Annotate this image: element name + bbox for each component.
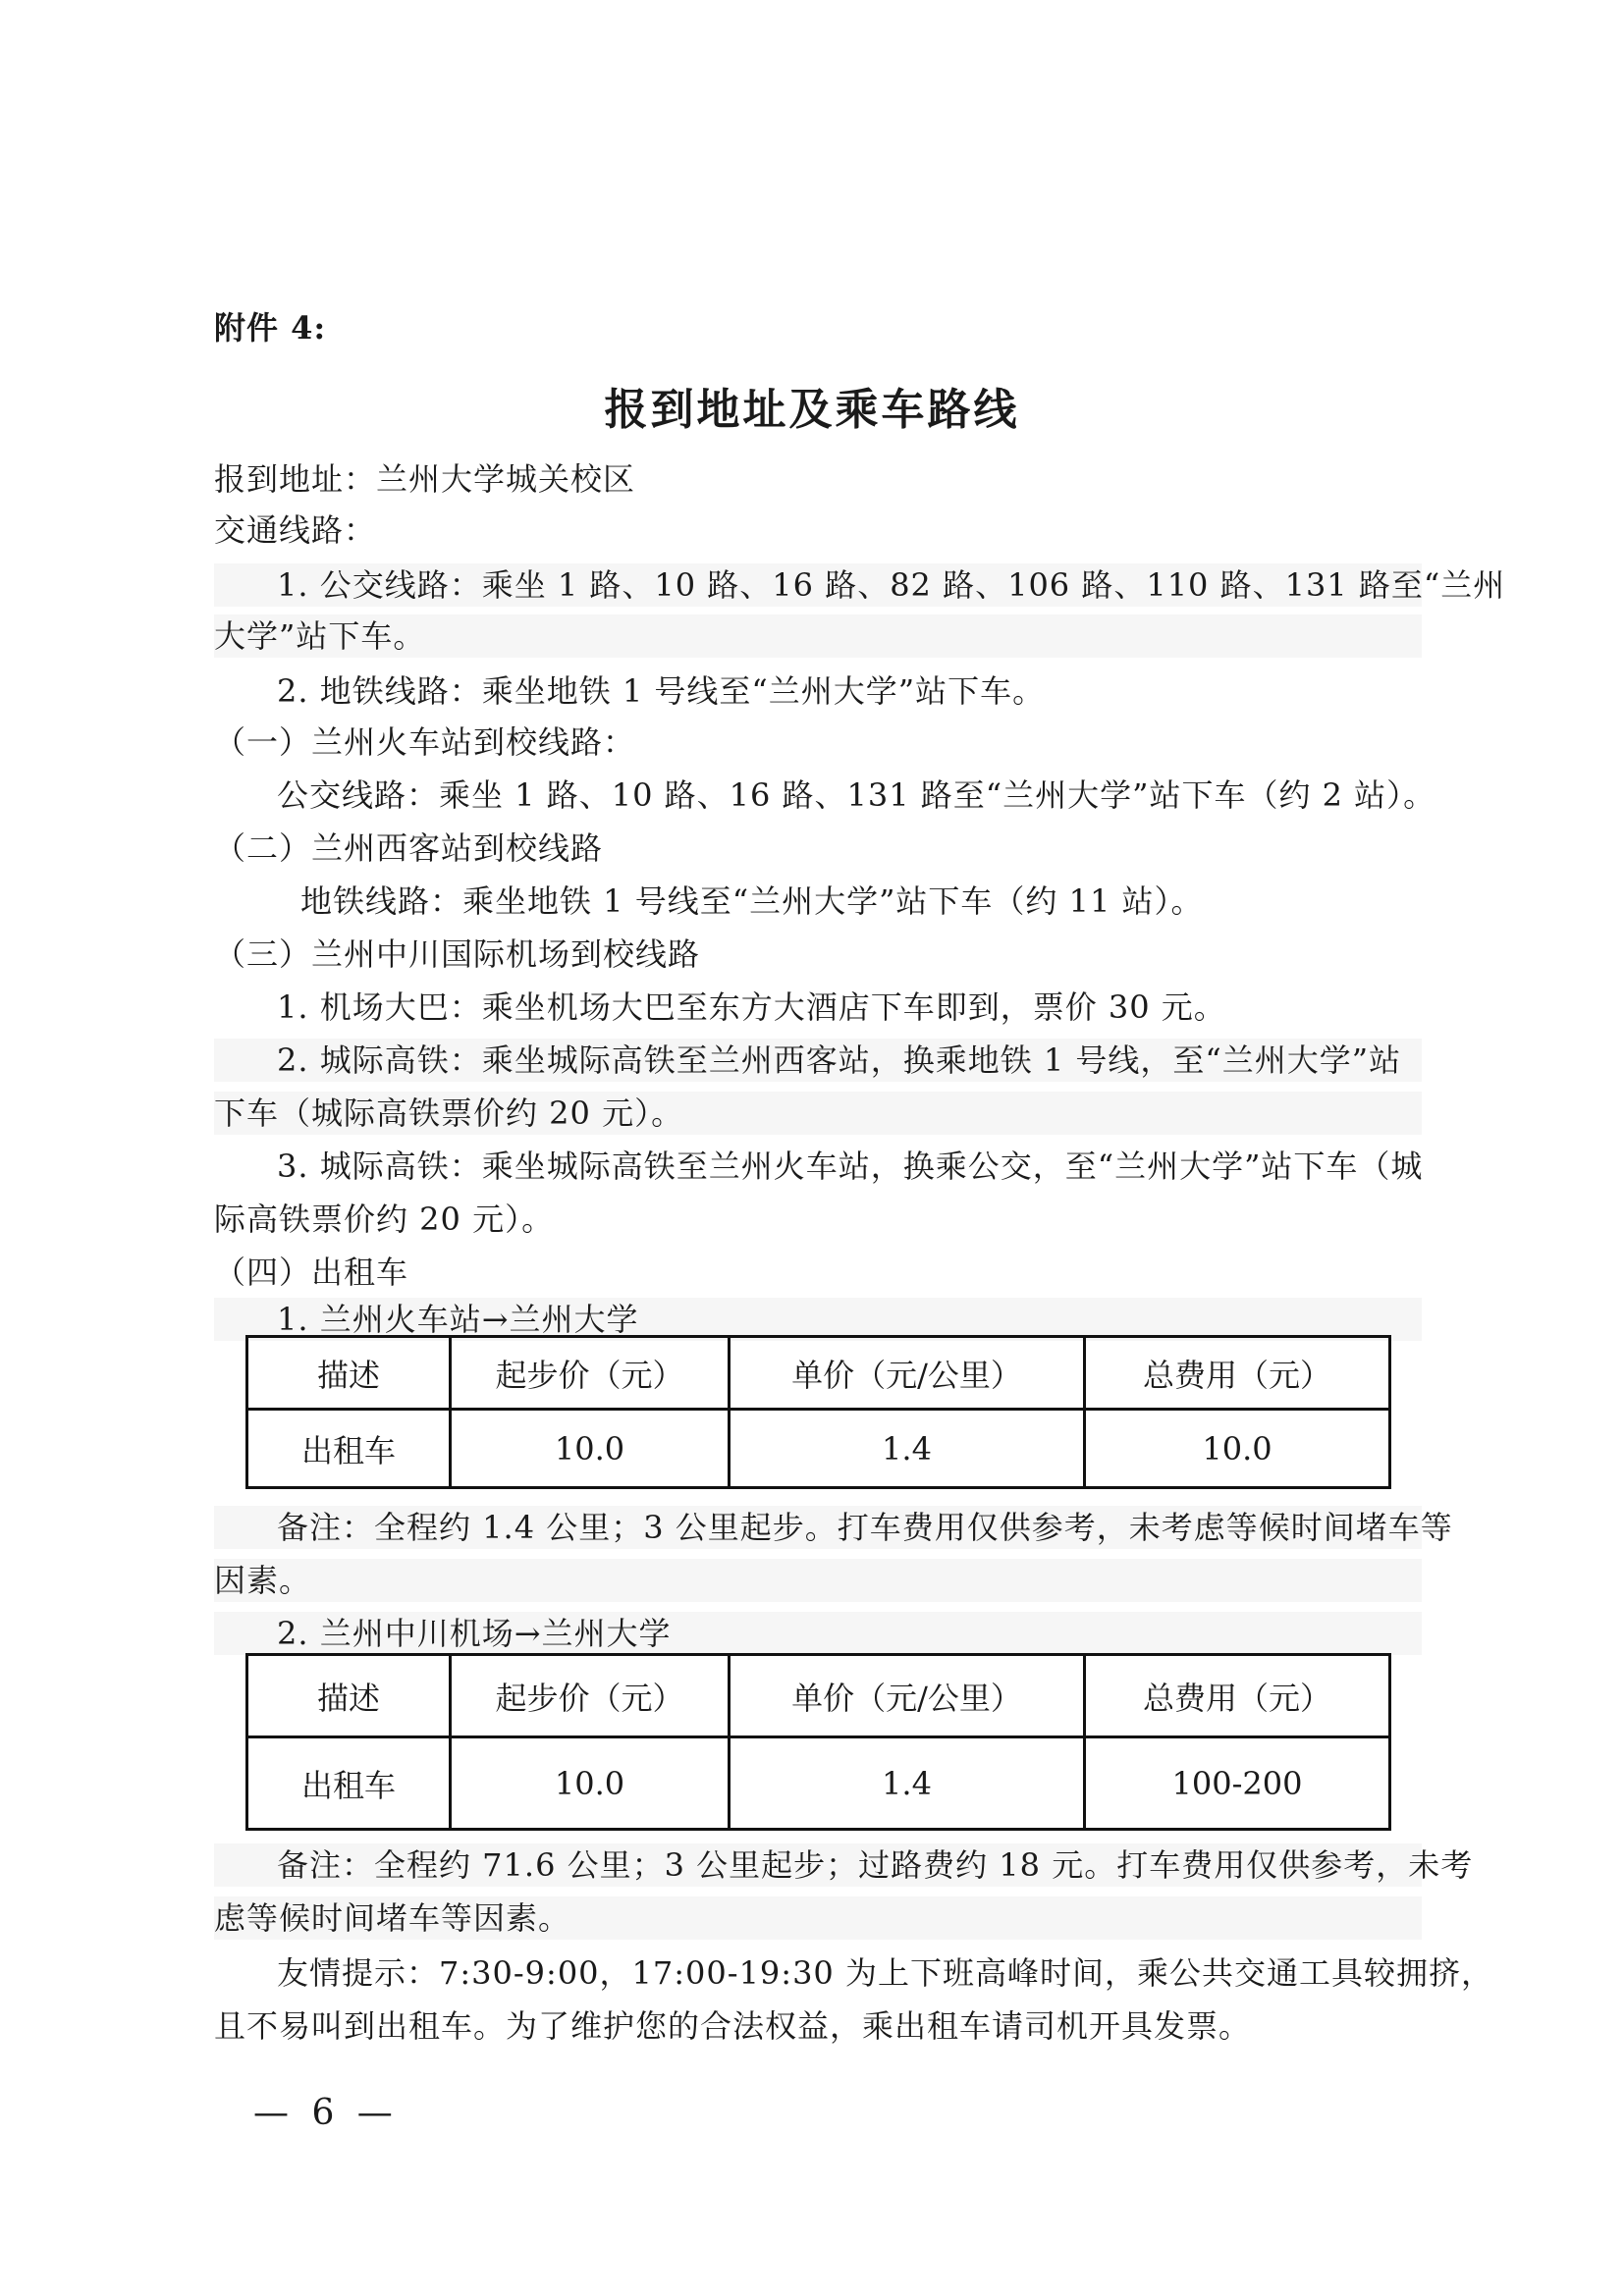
section3-item2-line2: 下车（城际高铁票价约 20 元）。: [214, 1092, 1422, 1135]
tip-line-2: 且不易叫到出租车。为了维护您的合法权益，乘出租车请司机开具发票。: [214, 2007, 1252, 2045]
page-number: — 6 —: [253, 2093, 399, 2133]
page-title: 报到地址及乘车路线: [604, 385, 1020, 435]
header-cell: 描述: [247, 1337, 451, 1410]
section1-heading: （一）兰州火车站到校线路：: [214, 723, 636, 761]
table-cell: 1.4: [730, 1410, 1085, 1488]
taxi-note-2-line1: 备注：全程约 71.6 公里；3 公里起步；过路费约 18 元。打车费用仅供参考，未考: [214, 1843, 1422, 1887]
section2-metro: 地铁线路：乘坐地铁 1 号线至“兰州大学”站下车（约 11 站）。: [300, 882, 1204, 920]
taxi-note-1-line2: 因素。: [214, 1559, 1422, 1602]
table-row: [247, 1410, 1390, 1488]
table-cell: 出租车: [247, 1737, 451, 1830]
table-cell: 10.0: [451, 1737, 730, 1830]
header-cell: 总费用（元）: [1085, 1337, 1390, 1410]
section3-heading: （三）兰州中川国际机场到校线路: [214, 935, 701, 973]
bus-route-line-2: 大学”站下车。: [214, 614, 1422, 658]
table-cell: 10.0: [1085, 1410, 1390, 1488]
section3-item1: 1. 机场大巴：乘坐机场大巴至东方大酒店下车即到，票价 30 元。: [277, 988, 1226, 1026]
taxi-fare-table-1: [245, 1335, 1391, 1489]
table-cell: 10.0: [451, 1410, 730, 1488]
section4-heading: （四）出租车: [214, 1254, 409, 1291]
section2-heading: （二）兰州西客站到校线路: [214, 829, 604, 867]
section3-item3-line2: 际高铁票价约 20 元）。: [214, 1201, 555, 1238]
header-cell: 起步价（元）: [451, 1655, 730, 1737]
header-cell: 起步价（元）: [451, 1337, 730, 1410]
header-cell: 单价（元/公里）: [730, 1337, 1085, 1410]
taxi-fare-table-2: [245, 1653, 1391, 1831]
table-row: [247, 1737, 1390, 1830]
taxi-note-1-line1: 备注：全程约 1.4 公里；3 公里起步。打车费用仅供参考，未考虑等候时间堵车等: [214, 1506, 1422, 1549]
table-cell: 100-200: [1085, 1737, 1390, 1830]
tip-line-1: 友情提示：7:30-9:00，17:00-19:30 为上下班高峰时间，乘公共交通工具较拥挤，: [277, 1954, 1493, 1992]
attachment-label: 附件 4:: [214, 309, 327, 347]
routes-heading: 交通线路：: [214, 511, 377, 549]
section3-item3-line1: 3. 城际高铁：乘坐城际高铁至兰州火车站，换乘公交，至“兰州大学”站下车（城: [277, 1148, 1424, 1185]
table-cell: 1.4: [730, 1737, 1085, 1830]
bus-route-line-1: 1. 公交线路：乘坐 1 路、10 路、16 路、82 路、106 路、110 路、131 路至“兰州: [214, 563, 1422, 607]
section3-item2-line1: 2. 城际高铁：乘坐城际高铁至兰州西客站，换乘地铁 1 号线，至“兰州大学”站: [214, 1039, 1422, 1082]
table-cell: 出租车: [247, 1410, 451, 1488]
header-cell: 总费用（元）: [1085, 1655, 1390, 1737]
section1-bus: 公交线路：乘坐 1 路、10 路、16 路、131 路至“兰州大学”站下车（约 2 站）。: [277, 776, 1436, 814]
taxi-note-2-line2: 虑等候时间堵车等因素。: [214, 1896, 1422, 1940]
taxi-route-2: 2. 兰州中川机场→兰州大学: [214, 1612, 1422, 1655]
taxi-route-1: 1. 兰州火车站→兰州大学: [214, 1298, 1422, 1341]
table-header-row: [247, 1655, 1390, 1737]
table-header-row: [247, 1337, 1390, 1410]
metro-route-line: 2. 地铁线路：乘坐地铁 1 号线至“兰州大学”站下车。: [277, 672, 1046, 710]
address-line: 报到地址：兰州大学城关校区: [214, 460, 636, 498]
header-cell: 单价（元/公里）: [730, 1655, 1085, 1737]
header-cell: 描述: [247, 1655, 451, 1737]
